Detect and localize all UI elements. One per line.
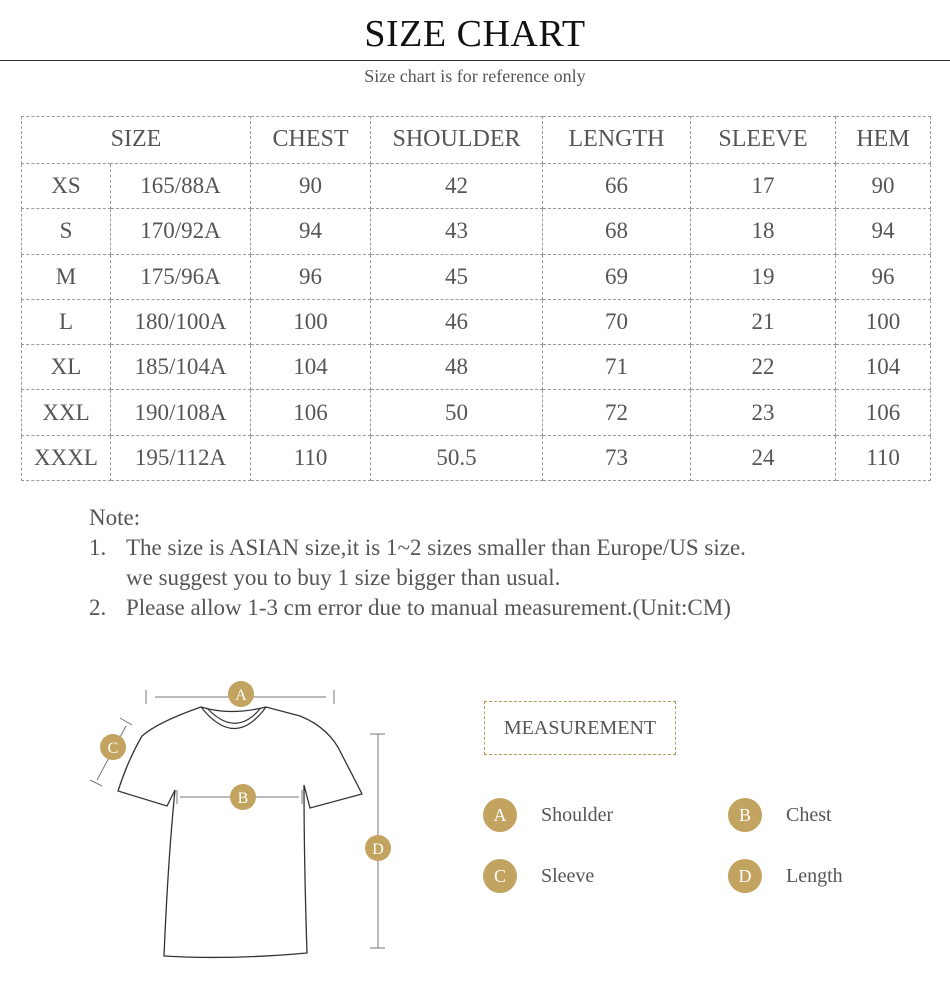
legend-label: Chest [786,803,832,826]
length-cell: 73 [543,435,691,480]
table-row [22,163,931,208]
badge-b [230,784,256,810]
sleeve-cell: 21 [691,299,836,344]
legend-label: Sleeve [541,864,595,887]
hem-cell: 90 [836,163,931,208]
chest-cell: 96 [251,254,371,299]
table-header-row [22,117,931,164]
tshirt-outline [118,707,362,957]
sleeve-cell: 23 [691,390,836,435]
table-row [22,254,931,299]
table-row [22,299,931,344]
size-label: L [22,299,111,344]
size-code: 190/108A [111,390,251,435]
hem-cell: 110 [836,435,931,480]
size-code: 170/92A [111,209,251,254]
badge-c [100,734,126,760]
shoulder-cell: 50.5 [371,435,543,480]
notes-section [89,503,746,623]
table-row [22,209,931,254]
size-code: 180/100A [111,299,251,344]
shoulder-cell: 48 [371,345,543,390]
svg-text:A: A [235,687,247,704]
table-row [22,390,931,435]
notes-heading: Note: [89,505,141,530]
svg-text:C: C [107,740,119,757]
header-sleeve: SLEEVE [691,117,836,164]
header-size: SIZE [22,117,251,164]
size-code: 165/88A [111,163,251,208]
size-label: XS [22,163,111,208]
svg-text:D: D [372,841,384,858]
length-cell: 66 [543,163,691,208]
badge-a-icon: A [483,798,517,832]
hem-cell: 104 [836,345,931,390]
size-label: S [22,209,111,254]
chest-cell: 90 [251,163,371,208]
size-label: XXL [22,390,111,435]
note-text: The size is ASIAN size,it is 1~2 sizes smaller than Europe/US size. [126,535,746,560]
length-cell: 68 [543,209,691,254]
note-item [89,533,746,563]
sleeve-cell: 24 [691,435,836,480]
size-table [21,116,931,481]
legend-item-length [728,859,843,893]
badge-b-icon: B [728,798,762,832]
sleeve-cell: 19 [691,254,836,299]
legend-item-chest [728,798,832,832]
header-hem: HEM [836,117,931,164]
chest-cell: 94 [251,209,371,254]
note-item-continued [89,563,746,593]
size-code: 195/112A [111,435,251,480]
note-number: 1. [89,535,107,560]
badge-a [228,681,254,707]
legend-label: Shoulder [541,803,614,826]
page-subtitle: Size chart is for reference only [364,66,586,86]
header-length: LENGTH [543,117,691,164]
tshirt-diagram [80,670,420,970]
header-chest: CHEST [251,117,371,164]
length-cell: 69 [543,254,691,299]
hem-cell: 106 [836,390,931,435]
size-label: M [22,254,111,299]
page-title: SIZE CHART [364,13,586,55]
badge-d [365,835,391,861]
legend-item-shoulder [483,798,613,832]
sleeve-cell: 22 [691,345,836,390]
note-item [89,593,746,623]
shoulder-cell: 43 [371,209,543,254]
sleeve-cell: 18 [691,209,836,254]
measurement-title: MEASUREMENT [484,701,676,755]
shoulder-cell: 46 [371,299,543,344]
chest-cell: 106 [251,390,371,435]
length-cell: 71 [543,345,691,390]
hem-cell: 94 [836,209,931,254]
chest-cell: 104 [251,345,371,390]
table-row [22,435,931,480]
shoulder-cell: 45 [371,254,543,299]
size-label: XL [22,345,111,390]
legend-item-sleeve [483,859,594,893]
header-shoulder: SHOULDER [371,117,543,164]
badge-d-icon: D [728,859,762,893]
hem-cell: 96 [836,254,931,299]
shoulder-cell: 42 [371,163,543,208]
title-divider [0,60,950,61]
sleeve-cell: 17 [691,163,836,208]
svg-text:B: B [237,790,249,807]
note-text: we suggest you to buy 1 size bigger than usual. [126,565,561,590]
hem-cell: 100 [836,299,931,344]
table-row [22,345,931,390]
size-label: XXXL [22,435,111,480]
chest-cell: 100 [251,299,371,344]
badge-c-icon: C [483,859,517,893]
size-code: 185/104A [111,345,251,390]
note-number: 2. [89,595,107,620]
legend-label: Length [786,864,843,887]
size-code: 175/96A [111,254,251,299]
length-cell: 72 [543,390,691,435]
shoulder-cell: 50 [371,390,543,435]
note-text: Please allow 1-3 cm error due to manual measurement.(Unit:CM) [126,595,731,620]
length-cell: 70 [543,299,691,344]
chest-cell: 110 [251,435,371,480]
